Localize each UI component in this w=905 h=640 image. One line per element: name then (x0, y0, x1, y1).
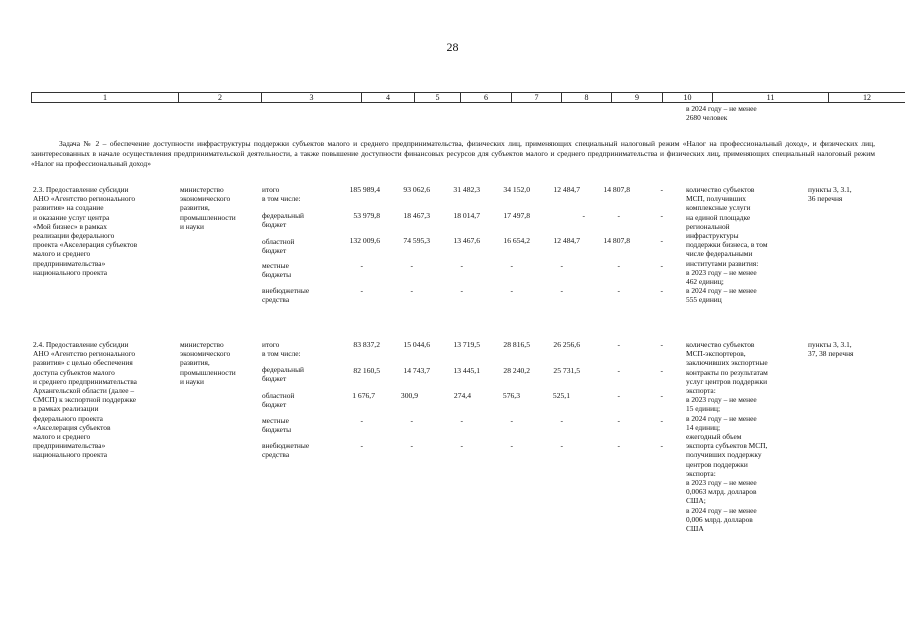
program-reference: пункты 3, 3.1, 37, 38 перечня (808, 340, 854, 359)
funding-value: - (660, 236, 663, 245)
funding-value: 74 595,3 (403, 236, 430, 245)
funding-value: - (660, 211, 663, 220)
funding-value: 17 497,8 (503, 211, 530, 220)
column-number-header (31, 92, 905, 103)
page-number: 28 (446, 40, 459, 54)
funding-value: 15 044,6 (403, 340, 430, 349)
funding-value: 83 837,2 (353, 340, 380, 349)
funding-value: 93 062,6 (403, 185, 430, 194)
funding-value: 18 467,3 (403, 211, 430, 220)
funding-source-label: федеральный бюджет (262, 365, 304, 384)
funding-value: 13 719,5 (453, 340, 480, 349)
funding-value: 13 467,6 (453, 236, 480, 245)
column-number: 10 (663, 93, 713, 103)
column-number: 11 (713, 93, 829, 103)
funding-value: - (617, 441, 620, 450)
funding-value: 13 445,1 (453, 366, 480, 375)
column-number: 1 (32, 93, 179, 103)
funding-value: - (510, 441, 513, 450)
funding-value: - (617, 391, 620, 400)
column-number: 7 (512, 93, 562, 103)
funding-value: - (460, 261, 463, 270)
funding-value: - (560, 261, 563, 270)
funding-value: - (660, 286, 663, 295)
column-number: 12 (829, 93, 905, 103)
funding-value: - (510, 286, 513, 295)
funding-value: - (617, 211, 620, 220)
funding-value: 12 484,7 (553, 185, 580, 194)
executor: министерство экономического развития, промышленности и науки (180, 185, 236, 231)
funding-value: - (360, 441, 363, 450)
funding-value: 185 989,4 (349, 185, 380, 194)
funding-value: 26 256,6 (553, 340, 580, 349)
funding-value: 12 484,7 (553, 236, 580, 245)
funding-value: - (617, 416, 620, 425)
funding-value: - (360, 261, 363, 270)
funding-value: - (617, 366, 620, 375)
funding-value: - (660, 185, 663, 194)
funding-value: - (560, 441, 563, 450)
funding-value: - (410, 286, 413, 295)
funding-value: 576,3 (502, 391, 520, 400)
funding-source-label: областной бюджет (262, 237, 295, 256)
executor: министерство экономического развития, промышленности и науки (180, 340, 236, 386)
funding-source-label: итого в том числе: (262, 340, 301, 359)
funding-value: 28 240,2 (503, 366, 530, 375)
funding-value: - (460, 416, 463, 425)
funding-source-label: местные бюджеты (262, 416, 292, 435)
column-number: 6 (461, 93, 512, 103)
target-indicator: количество субъектов МСП-экспортеров, заключивших экспортные контракты по результатам услуг центров поддержки экспорта: в 2023 году – не менее 15 единиц; в 2024 году – не менее 14 единиц; ежегодный объем экспорта субъектов МСП, получивших поддержку центров поддержки экспорта: в 2023 году – не менее 0,0063 млрд. долларов США; в 2024 году – не менее 0,006 млрд. долларов США (686, 340, 768, 534)
funding-value: 53 979,8 (353, 211, 380, 220)
funding-value: 28 816,5 (503, 340, 530, 349)
funding-value: 132 009,6 (349, 236, 380, 245)
funding-value: - (510, 261, 513, 270)
funding-value: - (660, 340, 663, 349)
funding-value: 525,1 (552, 391, 570, 400)
funding-value: - (582, 211, 585, 220)
column-number: 4 (362, 93, 415, 103)
funding-value: - (660, 441, 663, 450)
funding-value: 1 676,7 (352, 391, 375, 400)
funding-value: - (460, 441, 463, 450)
funding-value: - (410, 441, 413, 450)
funding-value: 14 743,7 (403, 366, 430, 375)
column-number: 8 (562, 93, 612, 103)
funding-value: - (660, 261, 663, 270)
funding-value: - (617, 340, 620, 349)
funding-value: 14 807,8 (603, 185, 630, 194)
funding-value: - (510, 416, 513, 425)
funding-source-label: областной бюджет (262, 391, 295, 410)
funding-value: - (660, 416, 663, 425)
funding-value: 274,4 (453, 391, 471, 400)
funding-value: - (617, 261, 620, 270)
column-number: 3 (262, 93, 362, 103)
funding-value: 31 482,3 (453, 185, 480, 194)
funding-value: 25 731,5 (553, 366, 580, 375)
column-number: 5 (415, 93, 461, 103)
funding-value: - (410, 261, 413, 270)
program-reference: пункты 3, 3.1, 36 перечня (808, 185, 852, 204)
carryover-indicator-text: в 2024 году – не менее 2680 человек (686, 104, 757, 123)
target-indicator: количество субъектов МСП, получивших комплексные услуги на единой площадке региональной инфраструктуры поддержки бизнеса, в том числе федеральными институтами развития: в 2023 году – не менее 462 единиц; в 2024 году – не менее 555 единиц (686, 185, 768, 305)
funding-value: 18 014,7 (453, 211, 480, 220)
measure-name: 2.3. Предоставление субсидии АНО «Агентство регионального развития» на создание и оказание услуг центра «Мой бизнес» в рамках реализации федерального проекта «Акселерация субъектов малого и среднего предпринимательства» национального проекта (33, 185, 138, 277)
funding-value: - (460, 286, 463, 295)
funding-value: - (560, 286, 563, 295)
funding-value: - (410, 416, 413, 425)
funding-value: - (360, 286, 363, 295)
task-2-heading: Задача № 2 – обеспечение доступности инфраструктуры поддержки субъектов малого и среднего предпринимательства, физических лиц, применяющих специальный налоговый режим «Налог на профессиональный доход», и физических лиц, заинтересованных в начале осуществления предпринимательской деятельности, а также повышение доступности финансовых ресурсов для субъектов малого и среднего предпринимательства и физических лиц, применяющих специальный налоговый режим «Налог на профессиональный доход» (31, 139, 875, 168)
funding-value: - (660, 366, 663, 375)
funding-source-label: внебюджетные средства (262, 286, 310, 305)
funding-value: - (660, 391, 663, 400)
funding-value: 14 807,8 (603, 236, 630, 245)
funding-value: 82 160,5 (353, 366, 380, 375)
funding-source-label: внебюджетные средства (262, 441, 310, 460)
funding-value: 300,9 (400, 391, 418, 400)
funding-source-label: федеральный бюджет (262, 211, 304, 230)
funding-value: - (560, 416, 563, 425)
column-number: 9 (612, 93, 663, 103)
measure-name: 2.4. Предоставление субсидии АНО «Агентство регионального развития» с целью обеспечения доступа субъектов малого и среднего предпринимательства Архангельской области (далее – СМСП) к экспортной поддержке в рамках реализации федерального проекта «Акселерация субъектов малого и среднего предпринимательства» национального проекта (33, 340, 137, 460)
funding-value: 16 654,2 (503, 236, 530, 245)
funding-value: 34 152,0 (503, 185, 530, 194)
funding-source-label: местные бюджеты (262, 261, 292, 280)
funding-value: - (617, 286, 620, 295)
column-number: 2 (179, 93, 262, 103)
funding-source-label: итого в том числе: (262, 185, 301, 204)
funding-value: - (360, 416, 363, 425)
